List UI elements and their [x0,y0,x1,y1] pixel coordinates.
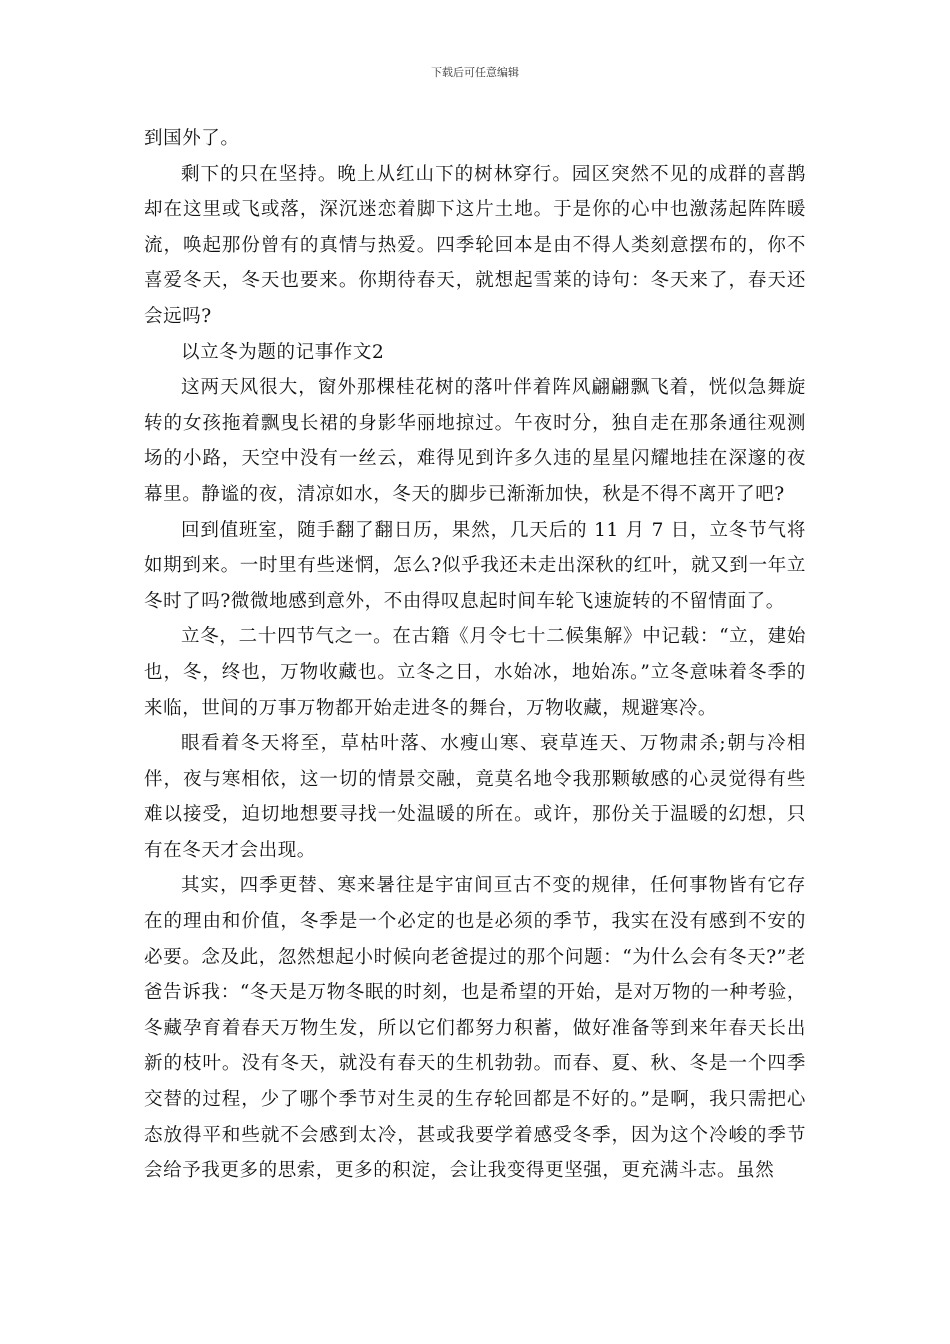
article-body [144,121,806,1189]
essay-title: 以立冬为题的记事作文2 [181,341,385,363]
paragraph: 其实，四季更替、寒来暑往是宇宙间亘古不变的规律，任何事物皆有它存在的理由和价值，冬季是一个必定的也是必须的季节，我实在没有感到不安的必要。念及此，忽然想起小时候向老爸提过的那个问题：“为什么会有冬天?”老爸告诉我：“冬天是万物冬眠的时刻，也是希望的开始，是对万物的一种考验，冬藏孕育着春天万物生发，所以它们都努力积蓄，做好准备等到来年春天长出新的枝叶。没有冬天，就没有春天的生机勃勃。而春、夏、秋、冬是一个四季交替的过程，少了哪个季节对生灵的生存轮回都是不好的。”是啊，我只需把心态放得平和些就不会感到太冷，甚或我要学着感受冬季，因为这个冷峻的季节会给予我更多的思索，更多的积淀，会让我变得更坚强，更充满斗志。虽然 [144,875,806,1182]
paragraph: 回到值班室，随手翻了翻日历，果然，几天后的 11 月 7 日，立冬节气将如期到来。一时里有些迷惘，怎么?似乎我还未走出深秋的红叶，就又到一年立冬时了吗?微微地感到意外，不由得叹息起时间车轮飞速旋转的不留情面了。 [144,519,806,612]
paragraph: 眼看着冬天将至，草枯叶落、水瘦山寒、衰草连天、万物肃杀;朝与冷相伴，夜与寒相依，这一切的情景交融，竟莫名地令我那颗敏感的心灵觉得有些难以接受，迫切地想要寻找一处温暖的所在。或许，那份关于温暖的幻想，只有在冬天才会出现。 [144,733,806,861]
page-header: 下载后可任意编辑 [431,66,519,79]
paragraph-continued: 到国外了。 [144,128,240,149]
paragraph: 这两天风很大，窗外那棵桂花树的落叶伴着阵风翩翩飘飞着，恍似急舞旋转的女孩拖着飘曳长裙的身影华丽地掠过。午夜时分，独自走在那条通往观测场的小路，天空中没有一丝云，难得见到许多久违的星星闪耀地挂在深邃的夜幕里。静谧的夜，清凉如水，冬天的脚步已渐渐加快，秋是不得不离开了吧? [144,377,806,505]
paragraph: 剩下的只在坚持。晚上从红山下的树林穿行。园区突然不见的成群的喜鹊却在这里或飞或落，深沉迷恋着脚下这片土地。于是你的心中也激荡起阵阵暖流，唤起那份曾有的真情与热爱。四季轮回本是由不得人类刻意摆布的，你不喜爱冬天，冬天也要来。你期待春天，就想起雪莱的诗句：冬天来了，春天还会远吗? [144,163,806,327]
paragraph: 立冬，二十四节气之一。在古籍《月令七十二候集解》中记载：“立，建始也，冬，终也，万物收藏也。立冬之日，水始冰，地始冻。”立冬意味着冬季的来临，世间的万事万物都开始走进冬的舞台，万物收藏，规避寒冷。 [144,626,806,719]
